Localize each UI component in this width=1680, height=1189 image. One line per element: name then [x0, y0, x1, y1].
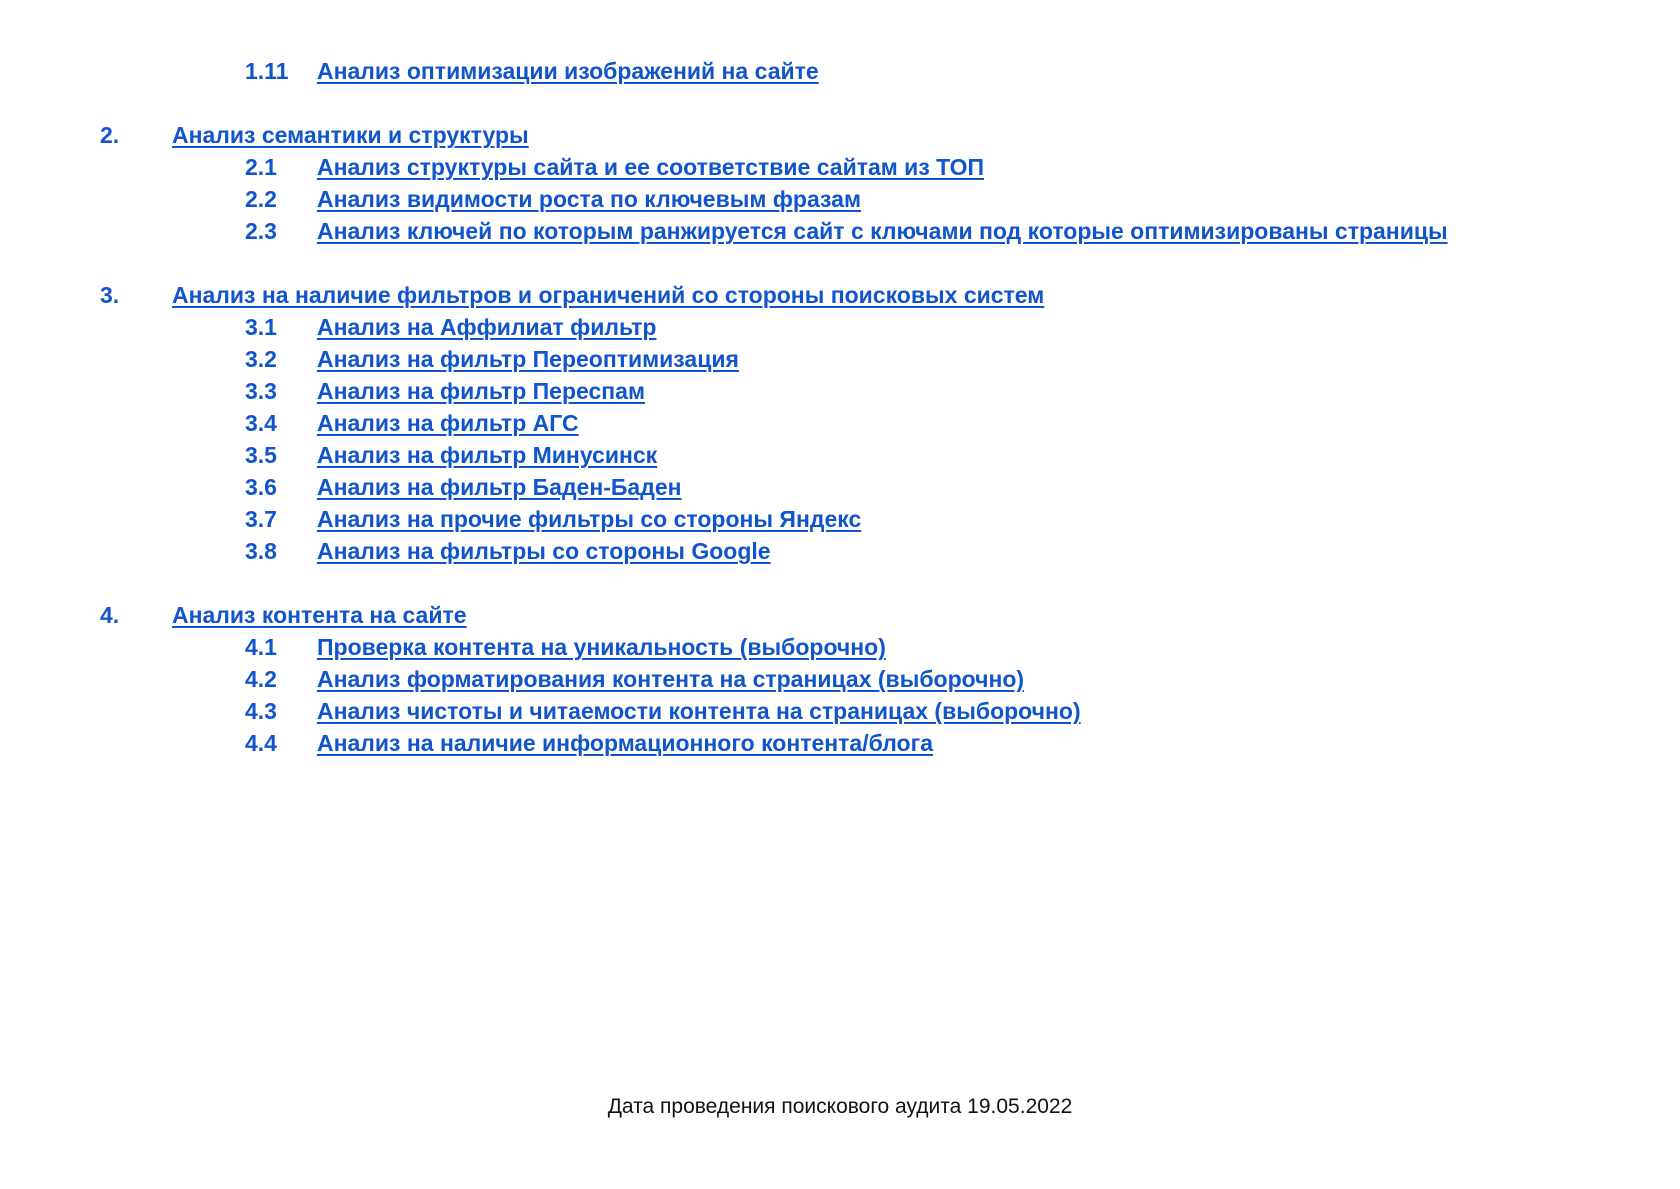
toc-section-4[interactable] [100, 599, 467, 631]
toc-entry-number: 3.1 [245, 314, 277, 340]
toc-entry-2-2[interactable] [245, 183, 861, 215]
toc-entry-number: 3. [100, 282, 120, 308]
toc-entry-3-5[interactable] [245, 439, 657, 471]
toc-entry-number: 4.4 [245, 730, 277, 756]
toc-entry-title: Анализ форматирования контента на страницах (выборочно) [317, 666, 1025, 692]
toc-entry-title: Анализ на Аффилиат фильтр [317, 314, 657, 340]
toc-entry-3-7[interactable] [245, 503, 861, 535]
toc-entry-3-2[interactable] [245, 343, 739, 375]
toc-entry-number: 1.11 [245, 58, 289, 84]
toc-entry-2-1[interactable] [245, 151, 984, 183]
toc-entry-number: 3.5 [245, 442, 277, 468]
toc-entry-title: Анализ на прочие фильтры со стороны Яндекс [317, 506, 862, 532]
toc-entry-2-3[interactable] [245, 215, 1448, 247]
toc-entry-number: 2.3 [245, 218, 277, 244]
toc-entry-number: 4.3 [245, 698, 277, 724]
toc-entry-title: Анализ на фильтр Минусинск [317, 442, 658, 468]
toc-entry-title: Анализ на фильтр Переспам [317, 378, 645, 404]
toc-entry-title: Анализ на фильтр АГС [317, 410, 579, 436]
toc-entry-title: Анализ семантики и структуры [172, 122, 529, 148]
toc-entry-number: 3.7 [245, 506, 277, 532]
toc-entry-4-1[interactable] [245, 631, 886, 663]
toc-entry-number: 2.2 [245, 186, 277, 212]
toc-entry-title: Анализ видимости роста по ключевым фразам [317, 186, 861, 212]
toc-entry-number: 2. [100, 122, 120, 148]
toc-entry-number: 4. [100, 602, 120, 628]
toc-entry-3-8[interactable] [245, 535, 771, 567]
toc-entry-title: Анализ структуры сайта и ее соответствие сайтам из ТОП [317, 154, 985, 180]
toc-entry-title: Анализ на фильтр Переоптимизация [317, 346, 739, 372]
toc-entry-number: 4.2 [245, 666, 277, 692]
toc-entry-number: 2.1 [245, 154, 277, 180]
toc-section-2[interactable] [100, 119, 529, 151]
toc-entry-number: 3.3 [245, 378, 277, 404]
toc-entry-title: Анализ на наличие фильтров и ограничений со стороны поисковых систем [172, 282, 1045, 308]
toc-entry-number: 3.4 [245, 410, 277, 436]
toc-entry-number: 3.2 [245, 346, 277, 372]
toc-entry-title: Анализ на фильтры со стороны Google [317, 538, 771, 564]
toc-entry-3-1[interactable] [245, 311, 656, 343]
toc-entry-title: Анализ ключей по которым ранжируется сайт с ключами под которые оптимизированы страницы [317, 218, 1448, 244]
toc-entry-3-4[interactable] [245, 407, 579, 439]
toc-section-3[interactable] [100, 279, 1044, 311]
audit-date-footer: Дата проведения поискового аудита 19.05.2022 [607, 1095, 1073, 1118]
toc-entry-number: 4.1 [245, 634, 277, 660]
toc-entry-4-2[interactable] [245, 663, 1024, 695]
toc-entry-title: Анализ на фильтр Баден-Баден [317, 474, 682, 500]
toc-entry-number: 3.8 [245, 538, 277, 564]
toc-entry-4-3[interactable] [245, 695, 1081, 727]
toc-entry-1-11[interactable] [245, 55, 819, 87]
toc-entry-3-6[interactable] [245, 471, 682, 503]
toc-entry-4-4[interactable] [245, 727, 933, 759]
toc-entry-3-3[interactable] [245, 375, 645, 407]
toc-entry-number: 3.6 [245, 474, 277, 500]
toc-entry-title: Анализ чистоты и читаемости контента на страницах (выборочно) [317, 698, 1081, 724]
toc-entry-title: Анализ оптимизации изображений на сайте [317, 58, 819, 84]
toc-entry-title: Проверка контента на уникальность (выборочно) [317, 634, 886, 660]
toc-entry-title: Анализ контента на сайте [172, 602, 467, 628]
toc-entry-title: Анализ на наличие информационного контента/блога [317, 730, 933, 756]
